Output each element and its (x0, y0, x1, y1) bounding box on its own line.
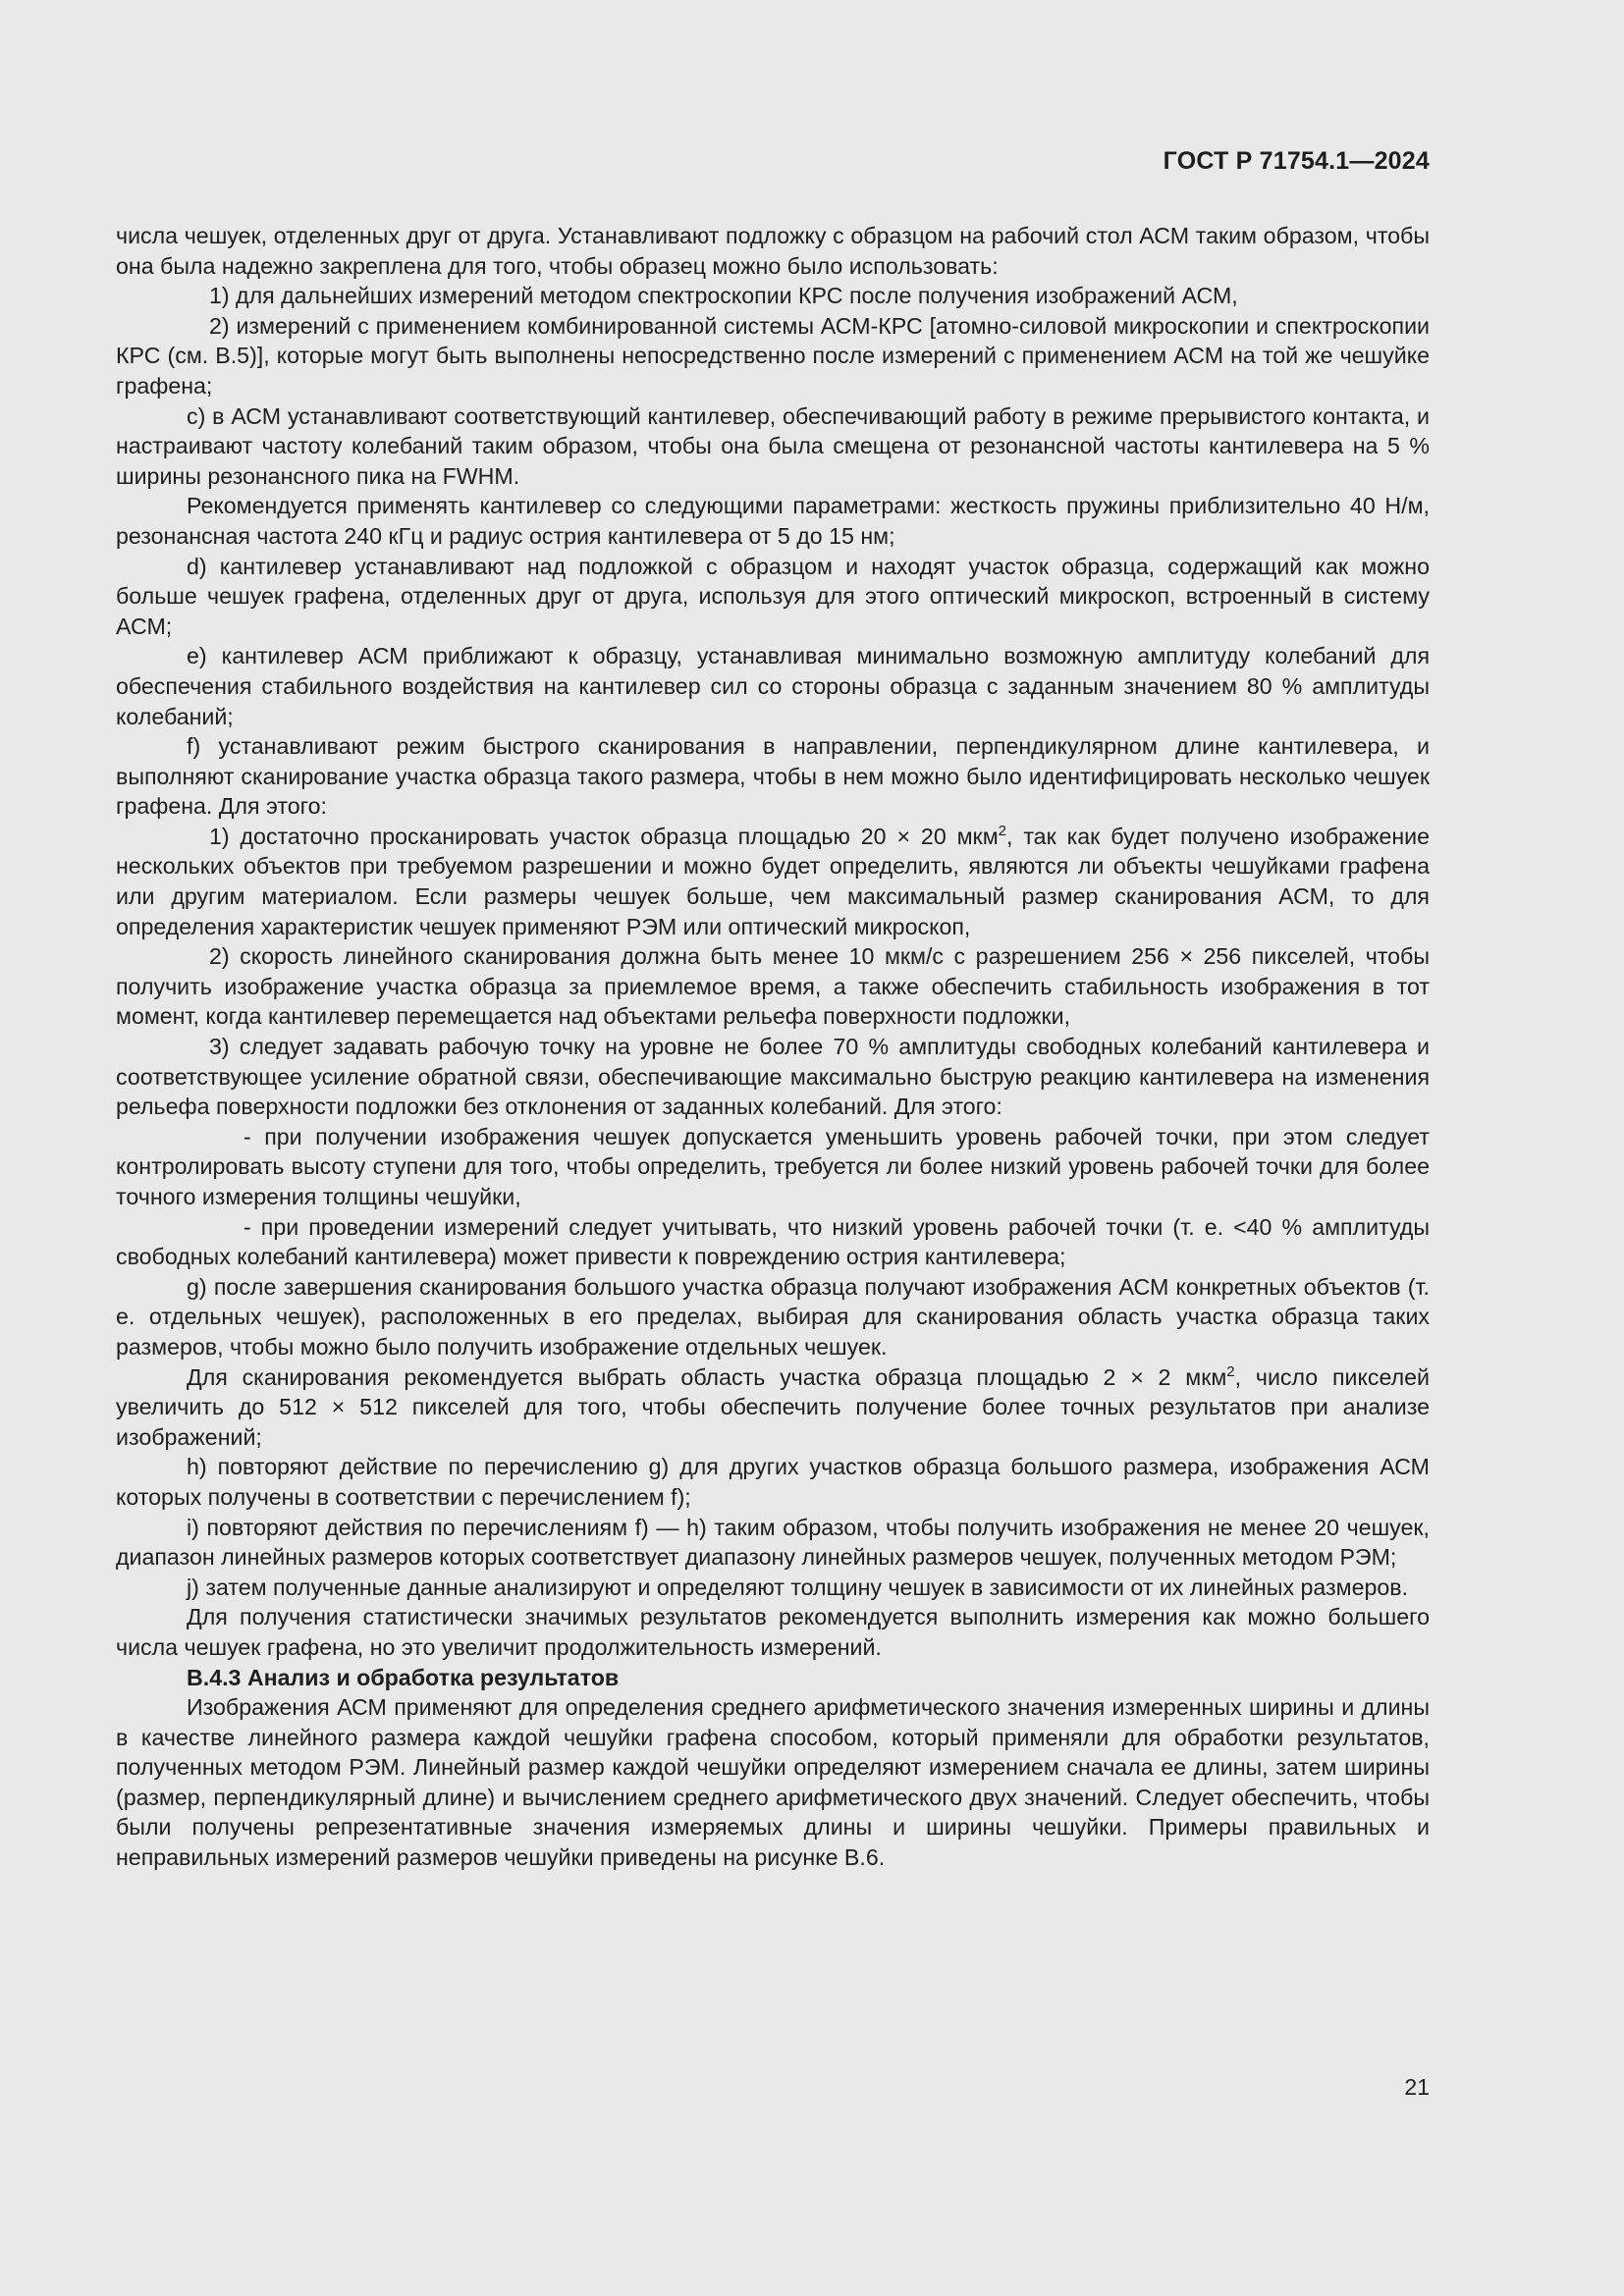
list-item-f: f) устанавливают режим быстрого сканирования в направлении, перпендикулярном длине кантилевера, и выполняют сканирование участка образца такого размера, чтобы в нем можно было идентифицировать несколько чешуек графена. Для этого: (116, 733, 1430, 820)
list-item-f-2: 2) скорость линейного сканирования должна быть менее 10 мкм/с с разрешением 256 × 256 пикселей, чтобы получить изображение участка образца за приемлемое время, а также обеспечить стабильность изображения в тот момент, когда кантилевер перемещается над объектами рельефа поверхности подложки, (116, 943, 1430, 1030)
page-number: 21 (1404, 2074, 1430, 2100)
list-item-g: g) после завершения сканирования большого участка образца получают изображения АСМ конкретных объектов (т. е. отдельных чешуек), расположенных в его пределах, выбирая для сканирования область участка образца таких размеров, чтобы можно было получить изображение отдельных чешуек. (116, 1273, 1430, 1360)
scan-area-text-a: Для сканирования рекомендуется выбрать область участка образца площадью 2 × 2 мкм (187, 1363, 1227, 1390)
list-item-f-1 (116, 822, 1430, 941)
list-item-j: j) затем полученные данные анализируют и определяют толщину чешуек в зависимости от их линейных размеров. (187, 1574, 1409, 1600)
list-item-e: e) кантилевер АСМ приближают к образцу, устанавливая минимально возможную амплитуду колебаний для обеспечения стабильного воздействия на кантилевер сил со стороны образца с заданным значением 80 % амплитуды колебаний; (116, 643, 1430, 729)
list-item-f-1-text-a: 1) достаточно просканировать участок образца площадью 20 × 20 мкм (209, 823, 999, 849)
list-item-f-1-text-b: , так как будет получено изображение нескольких объектов при требуемом разрешении и можно будет определить, являются ли объекты чешуйками графена или другим материалом. Если размеры чешуек больше, чем максимальный размер сканирования АСМ, то для определения характеристик чешуек применяют РЭМ или оптический микроскоп, (116, 823, 1430, 939)
scan-area-text-b: , число пикселей увеличить до 512 × 512 пикселей для того, чтобы обеспечить получение более точных результатов при анализе изображений; (116, 1363, 1430, 1450)
superscript-2: 2 (1226, 1362, 1235, 1380)
list-item-2: 2) измерений с применением комбинированной системы АСМ-КРС [атомно-силовой микроскопии и спектроскопии КРС (см. В.5)], которые могут быть выполнены непосредственно после измерений с применением АСМ на той же чешуйке графена; (116, 312, 1430, 399)
page-body-text (116, 221, 1430, 1873)
list-item-c: c) в АСМ устанавливают соответствующий кантилевер, обеспечивающий работу в режиме прерывистого контакта, и настраивают частоту колебаний таким образом, чтобы она была смещена от резонансной частоты кантилевера на 5 % ширины резонансного пика на FWHM. (116, 402, 1430, 489)
list-item-h: h) повторяют действие по перечислению g) для других участков образца большого размера, изображения АСМ которых получены в соответствии с перечислением f); (116, 1454, 1430, 1510)
section-title: В.4.3 Анализ и обработка результатов (187, 1664, 620, 1690)
recommendation-paragraph: Рекомендуется применять кантилевер со следующими параметрами: жесткость пружины приблизительно 40 Н/м, резонансная частота 240 кГц и радиус острия кантилевера от 5 до 15 нм; (116, 493, 1430, 549)
list-item-d: d) кантилевер устанавливают над подложкой с образцом и находят участок образца, содержащий как можно больше чешуек графена, отделенных друг от друга, используя для этого оптический микроскоп, встроенный в систему АСМ; (116, 553, 1430, 639)
analysis-paragraph: Изображения АСМ применяют для определения среднего арифметического значения измеренных ширины и длины в качестве линейного размера каждой чешуйки графена способом, который применяли для обработки результатов, полученных методом РЭМ. Линейный размер каждой чешуйки определяют измерением сначала ее длины, затем ширины (размер, перпендикулярный длине) и вычислением среднего арифметического двух значений. Следует обеспечить, чтобы были получены репрезентативные значения измеряемых длины и ширины чешуйки. Примеры правильных и неправильных измерений размеров чешуйки приведены на рисунке В.6. (116, 1694, 1430, 1871)
list-item-f-3: 3) следует задавать рабочую точку на уровне не более 70 % амплитуды свободных колебаний кантилевера и соответствующее усиление обратной связи, обеспечивающие максимально быструю реакцию кантилевера на изменения рельефа поверхности подложки без отклонения от заданных колебаний. Для этого: (116, 1034, 1430, 1120)
statistics-paragraph: Для получения статистически значимых результатов рекомендуется выполнить измерения как можно большего числа чешуек графена, но это увеличит продолжительность измерений. (116, 1604, 1430, 1660)
list-item-1: 1) для дальнейших измерений методом спектроскопии КРС после получения изображений АСМ, (209, 283, 1238, 309)
standard-id-header: ГОСТ Р 71754.1—2024 (1163, 147, 1430, 175)
dash-item-2: - при проведении измерений следует учитывать, что низкий уровень рабочей точки (т. е. <40 % амплитуды свободных колебаний кантилевера) может привести к повреждению острия кантилевера; (116, 1213, 1430, 1270)
paragraph-continuation: числа чешуек, отделенных друг от друга. Устанавливают подложку с образцом на рабочий стол АСМ таким образом, чтобы она была надежно закреплена для того, чтобы образец можно было использовать: (116, 223, 1430, 279)
superscript-2: 2 (998, 822, 1006, 839)
scan-area-paragraph (116, 1362, 1430, 1453)
list-item-i: i) повторяют действия по перечислениям f) — h) таким образом, чтобы получить изображения не менее 20 чешуек, диапазон линейных размеров которых соответствует диапазону линейных размеров чешуек, полученных методом РЭМ; (116, 1514, 1430, 1571)
dash-item-1: - при получении изображения чешуек допускается уменьшить уровень рабочей точки, при этом следует контролировать высоту ступени для того, чтобы определить, требуется ли более низкий уровень рабочей точки для более точного измерения толщины чешуйки, (116, 1123, 1430, 1209)
